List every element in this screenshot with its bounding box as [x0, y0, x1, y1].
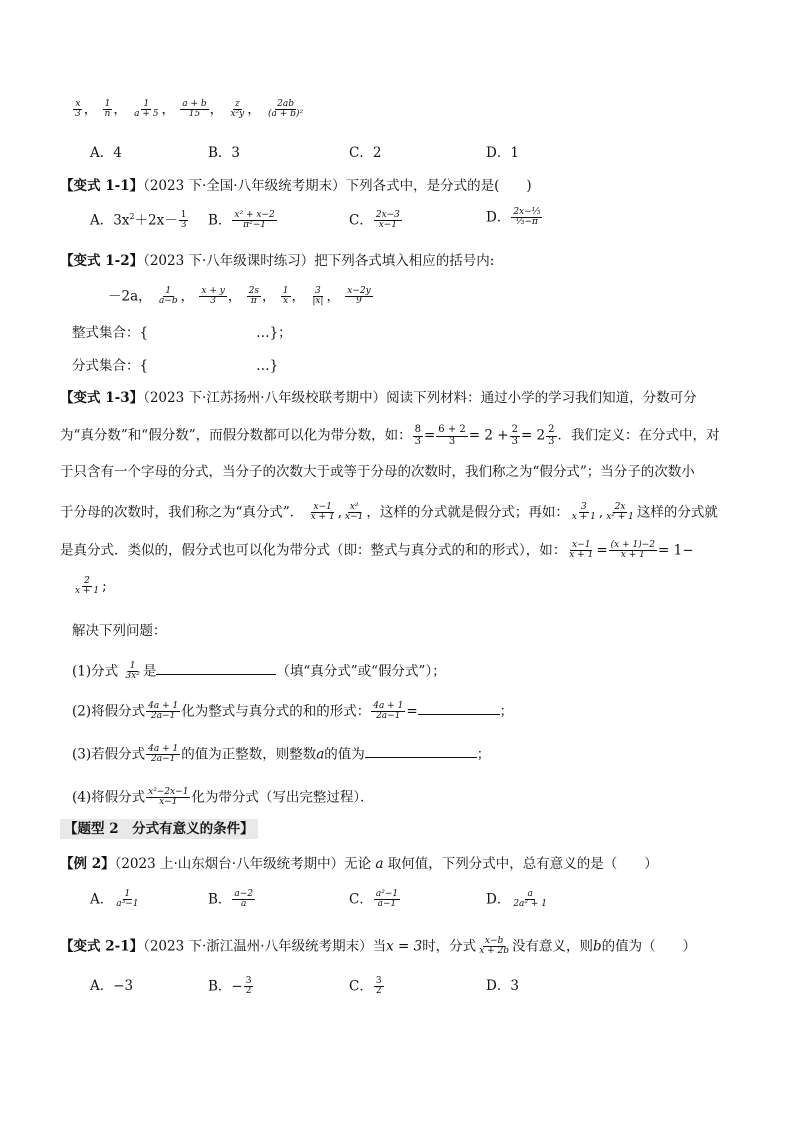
text: 时，分式 [422, 938, 477, 955]
v21-option-a: A．−3 [90, 978, 134, 994]
item-prefix: －2a， [108, 288, 152, 305]
text: 为“真分数”和“假分数”，而假分数都可以化为带分数，如： [60, 427, 412, 444]
answer-blank[interactable] [365, 745, 477, 758]
text: 没有意义，则 [512, 938, 594, 955]
v21-option-b: B．− $\frac{3}{2}$ [208, 976, 252, 997]
v11-option-a: A．$3x^2+2x-$ $\frac{1}{3}$ [90, 210, 187, 231]
answer-blank[interactable] [156, 662, 276, 675]
text: (1)分式 [72, 663, 119, 680]
ex2-option-d: D． $\frac{a}{\text{2a² + 1}}$ [486, 889, 548, 910]
expression-list: $\frac{x}{3}$ ， $\frac{1}{n}$ ， $\frac{1}{a + 5}$ ， $\frac{a + b}{15}$ ， $\frac{z}{\text{x²y}}$ ， $\frac{2ab}{\text{(a + b)²}}$ [75, 99, 304, 120]
text: 阅读下列材料：通过小学的学习我们知道，分数可分 [386, 390, 697, 406]
text: 是 [142, 663, 157, 680]
variant-1-3-line2: 为“真分数”和“假分数”，而假分数都可以化为带分数，如： $\frac{8}{3}$ = $\frac{6 + 2}{3}$ = 2 + $\frac{2}{3}$ = 2 $\frac{2}{3}$ ．我们定义：在分式中，对 [60, 424, 720, 447]
variant-1-3-line3: 于只含有一个字母的分式，当分子的次数大于或等于分母的次数时，我们称之为“假分式”；当分子的次数小 [60, 464, 695, 480]
source: （2023 上·山东烟台·八年级统考期中） [114, 856, 345, 872]
text: 当 [372, 938, 387, 955]
question-text: 把下列各式填入相应的括号内: [314, 253, 495, 269]
section-title: 【题型 2 分式有意义的条件】 [60, 819, 258, 839]
option-a: A．4 [90, 145, 122, 161]
text: ．我们定义：在分式中，对 [557, 427, 720, 444]
text: (2)将假分式 [72, 703, 146, 720]
answer-blank[interactable] [418, 702, 500, 715]
variant-1-1-question [60, 180, 532, 194]
variant-1-3-line1 [60, 392, 697, 406]
text: 取何值，下列分式中，总有意义的是（ ） [387, 856, 658, 872]
v11-option-c: C． $\frac{2x-3}{x-1}$ [349, 210, 400, 231]
example-2-question: 【例 2】（2023 上·山东烟台·八年级统考期中）无论 a 取何值，下列分式中，总有意义的是（ ） [60, 856, 658, 872]
v11-option-b: B． $\frac{\text{x² + x−2}}{\text{π²−1}}$ [208, 210, 275, 231]
text: 的值为 [324, 746, 365, 763]
example-tag: 【例 2】 [60, 856, 115, 872]
text: ，这样的分式就是假分式；再如： [366, 504, 569, 521]
source: （2023 下·八年级课时练习） [143, 253, 315, 269]
variant-tag: 【变式 1-1】 [60, 178, 144, 194]
solve-heading: 解决下列问题： [72, 623, 167, 639]
variant-tag: 【变式 1-3】 [60, 390, 144, 406]
variant-1-3-line6: $\frac{2}{x + 1}$ ; [75, 576, 107, 597]
text: = [406, 703, 418, 720]
text: 的值为（ ） [601, 938, 697, 955]
text: (4)将假分式 [72, 789, 146, 806]
variant-2-1-question: 【变式 2-1】（2023 下·浙江温州·八年级统考期末）当x = 3时，分式 $\frac{x-b}{x + 2b}$ 没有意义，则b的值为（ ） [60, 936, 697, 957]
v21-option-c: C． $\frac{3}{2}$ [349, 976, 382, 997]
question-3: (3)若假分式 $\frac{4a + 1}{2a-1}$ 的值为正整数，则整数a的值为 ； [72, 744, 491, 765]
variable: b [593, 938, 602, 955]
text: 化为带分式（写出完整过程）． [191, 789, 374, 806]
text: 无论 [344, 856, 372, 872]
option-c: C．2 [349, 145, 382, 161]
text: ； [499, 703, 514, 720]
set-integral: 整式集合：{ …}； [72, 325, 292, 341]
question-1: (1)分式 $\frac{1}{\text{3x²}}$ 是 （填“真分式”或“假分式”）； [72, 661, 446, 682]
ex2-option-a: A． $\frac{1}{\text{a³−1}}$ [90, 889, 139, 910]
source: （2023 下·全国·八年级统考期末） [143, 178, 346, 194]
variant-tag: 【变式 2-1】 [60, 938, 144, 955]
variant-1-3-line5: 是真分式．类似的，假分式也可以化为带分式（即：整式与真分式的和的形式），如： $\frac{x-1}{x + 1}$ = $\frac{(x + 1)-2}{x + 1}$ = 1− [60, 540, 694, 561]
variant-1-2-question [60, 255, 494, 269]
option-b: B．3 [208, 145, 241, 161]
v21-option-d: D．3 [486, 978, 519, 994]
v11-option-d: D． $\frac{\text{2x−⅓}}{\text{⅓−π}}$ [486, 207, 541, 228]
source: （2023 下·江苏扬州·八年级校联考期中） [143, 390, 387, 406]
question-4: (4)将假分式 $\frac{\text{x²−2x−1}}{x-1}$ 化为带分式（写出完整过程）． [72, 787, 374, 808]
text: 化为整式与真分式的和的形式： [181, 703, 371, 720]
set-fractional: 分式集合：{ …} [72, 358, 279, 374]
source: （2023 下·浙江温州·八年级统考期末） [143, 938, 373, 955]
option-d: D．1 [486, 145, 519, 161]
section-header-type2 [60, 823, 258, 837]
ex2-option-b: B． $\frac{a-2}{a}$ [208, 889, 254, 910]
text: 是真分式．类似的，假分式也可以化为带分式（即：整式与真分式的和的形式），如： [60, 542, 567, 559]
variant-1-3-line4: 于分母的次数时，我们称之为“真分式”． $\frac{x-1}{x + 1}$ , $\frac{\text{x²}}{x-1}$ ，这样的分式就是假分式；再如： $\frac{3}{x + 1}$ , $\frac{2x}{\text{x² + 1}}$ 这样的分式就 [60, 502, 718, 523]
ex2-option-c: C． $\frac{\text{a²−1}}{a-1}$ [349, 889, 399, 910]
text: ； [476, 746, 491, 763]
text: 这样的分式就 [636, 504, 718, 521]
text: （填“真分式”或“假分式”）； [276, 663, 446, 680]
variant-1-2-items: －2a， $\frac{1}{a-b}$ ， $\frac{x + y}{3}$ ， $\frac{2s}{\pi}$ ， $\frac{1}{x}$ ， $\frac{3}{|x|}$ ， $\frac{x-2y}{9}$ [108, 286, 371, 307]
question-text: 下列各式中，是分式的是( ) [345, 178, 532, 194]
text: (3)若假分式 [72, 746, 146, 763]
variant-tag: 【变式 1-2】 [60, 253, 144, 269]
condition: x = 3 [386, 938, 423, 955]
question-2: (2)将假分式 $\frac{4a + 1}{2a-1}$ 化为整式与真分式的和的形式： $\frac{4a + 1}{2a-1}$ = ； [72, 701, 514, 722]
text: 于分母的次数时，我们称之为“真分式”． [60, 504, 304, 521]
text: 的值为正整数，则整数 [181, 746, 317, 763]
